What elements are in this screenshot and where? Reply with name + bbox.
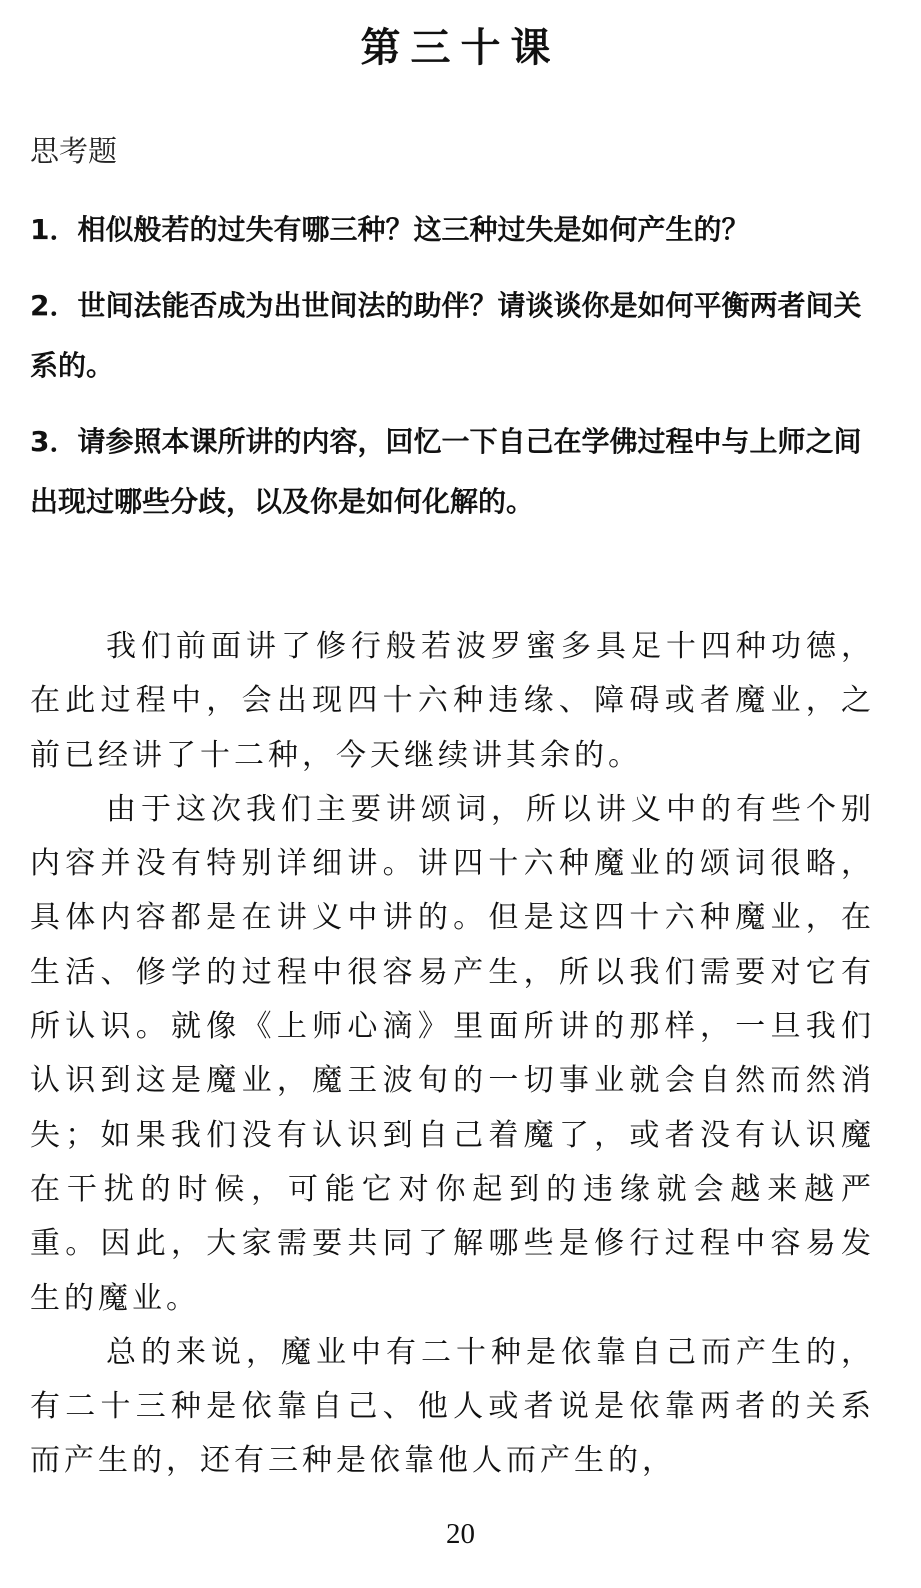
body-paragraph: 由于这次我们主要讲颂词，所以讲义中的有些个别内容并没有特别详细讲。讲四十六种魔业的颂词很略，具体内容都是在讲义中讲的。但是这四十六种魔业，在生活、修学的过程中很容易产生，所以我们需要对它有所认识。就像《上师心滴》里面所讲的那样，一旦我们认识到这是魔业，魔王波旬的一切事业就会自然而然消失；如果我们没有认识到自己着魔了，或者没有认识魔在干扰的时候，可能它对你起到的违缘就会越来越严重。因此，大家需要共同了解哪些是修行过程中容易发生的魔业。 — [30, 791, 875, 1316]
body-paragraph: 总的来说，魔业中有二十种是依靠自己而产生的，有二十三种是依靠自己、他人或者说是依靠两者的关系而产生的，还有三种是依靠他人而产生的， — [30, 1334, 875, 1479]
question-item: 3．请参照本课所讲的内容，回忆一下自己在学佛过程中与上师之间出现过哪些分歧，以及你是如何化解的。 — [30, 425, 862, 518]
body-paragraph: 我们前面讲了修行般若波罗蜜多具足十四种功德，在此过程中，会出现四十六种违缘、障碍或者魔业，之前已经讲了十二种，今天继续讲其余的。 — [30, 629, 875, 773]
section-label: 思考题 — [30, 134, 118, 168]
page-number: 20 — [446, 1518, 475, 1550]
question-list — [30, 200, 875, 548]
question-item: 1．相似般若的过失有哪三种？这三种过失是如何产生的？ — [30, 213, 750, 246]
lesson-title: 第三十课 — [360, 25, 561, 71]
question-item: 2．世间法能否成为出世间法的助伴？请谈谈你是如何平衡两者间关系的。 — [30, 289, 862, 382]
body-text — [30, 620, 875, 1489]
